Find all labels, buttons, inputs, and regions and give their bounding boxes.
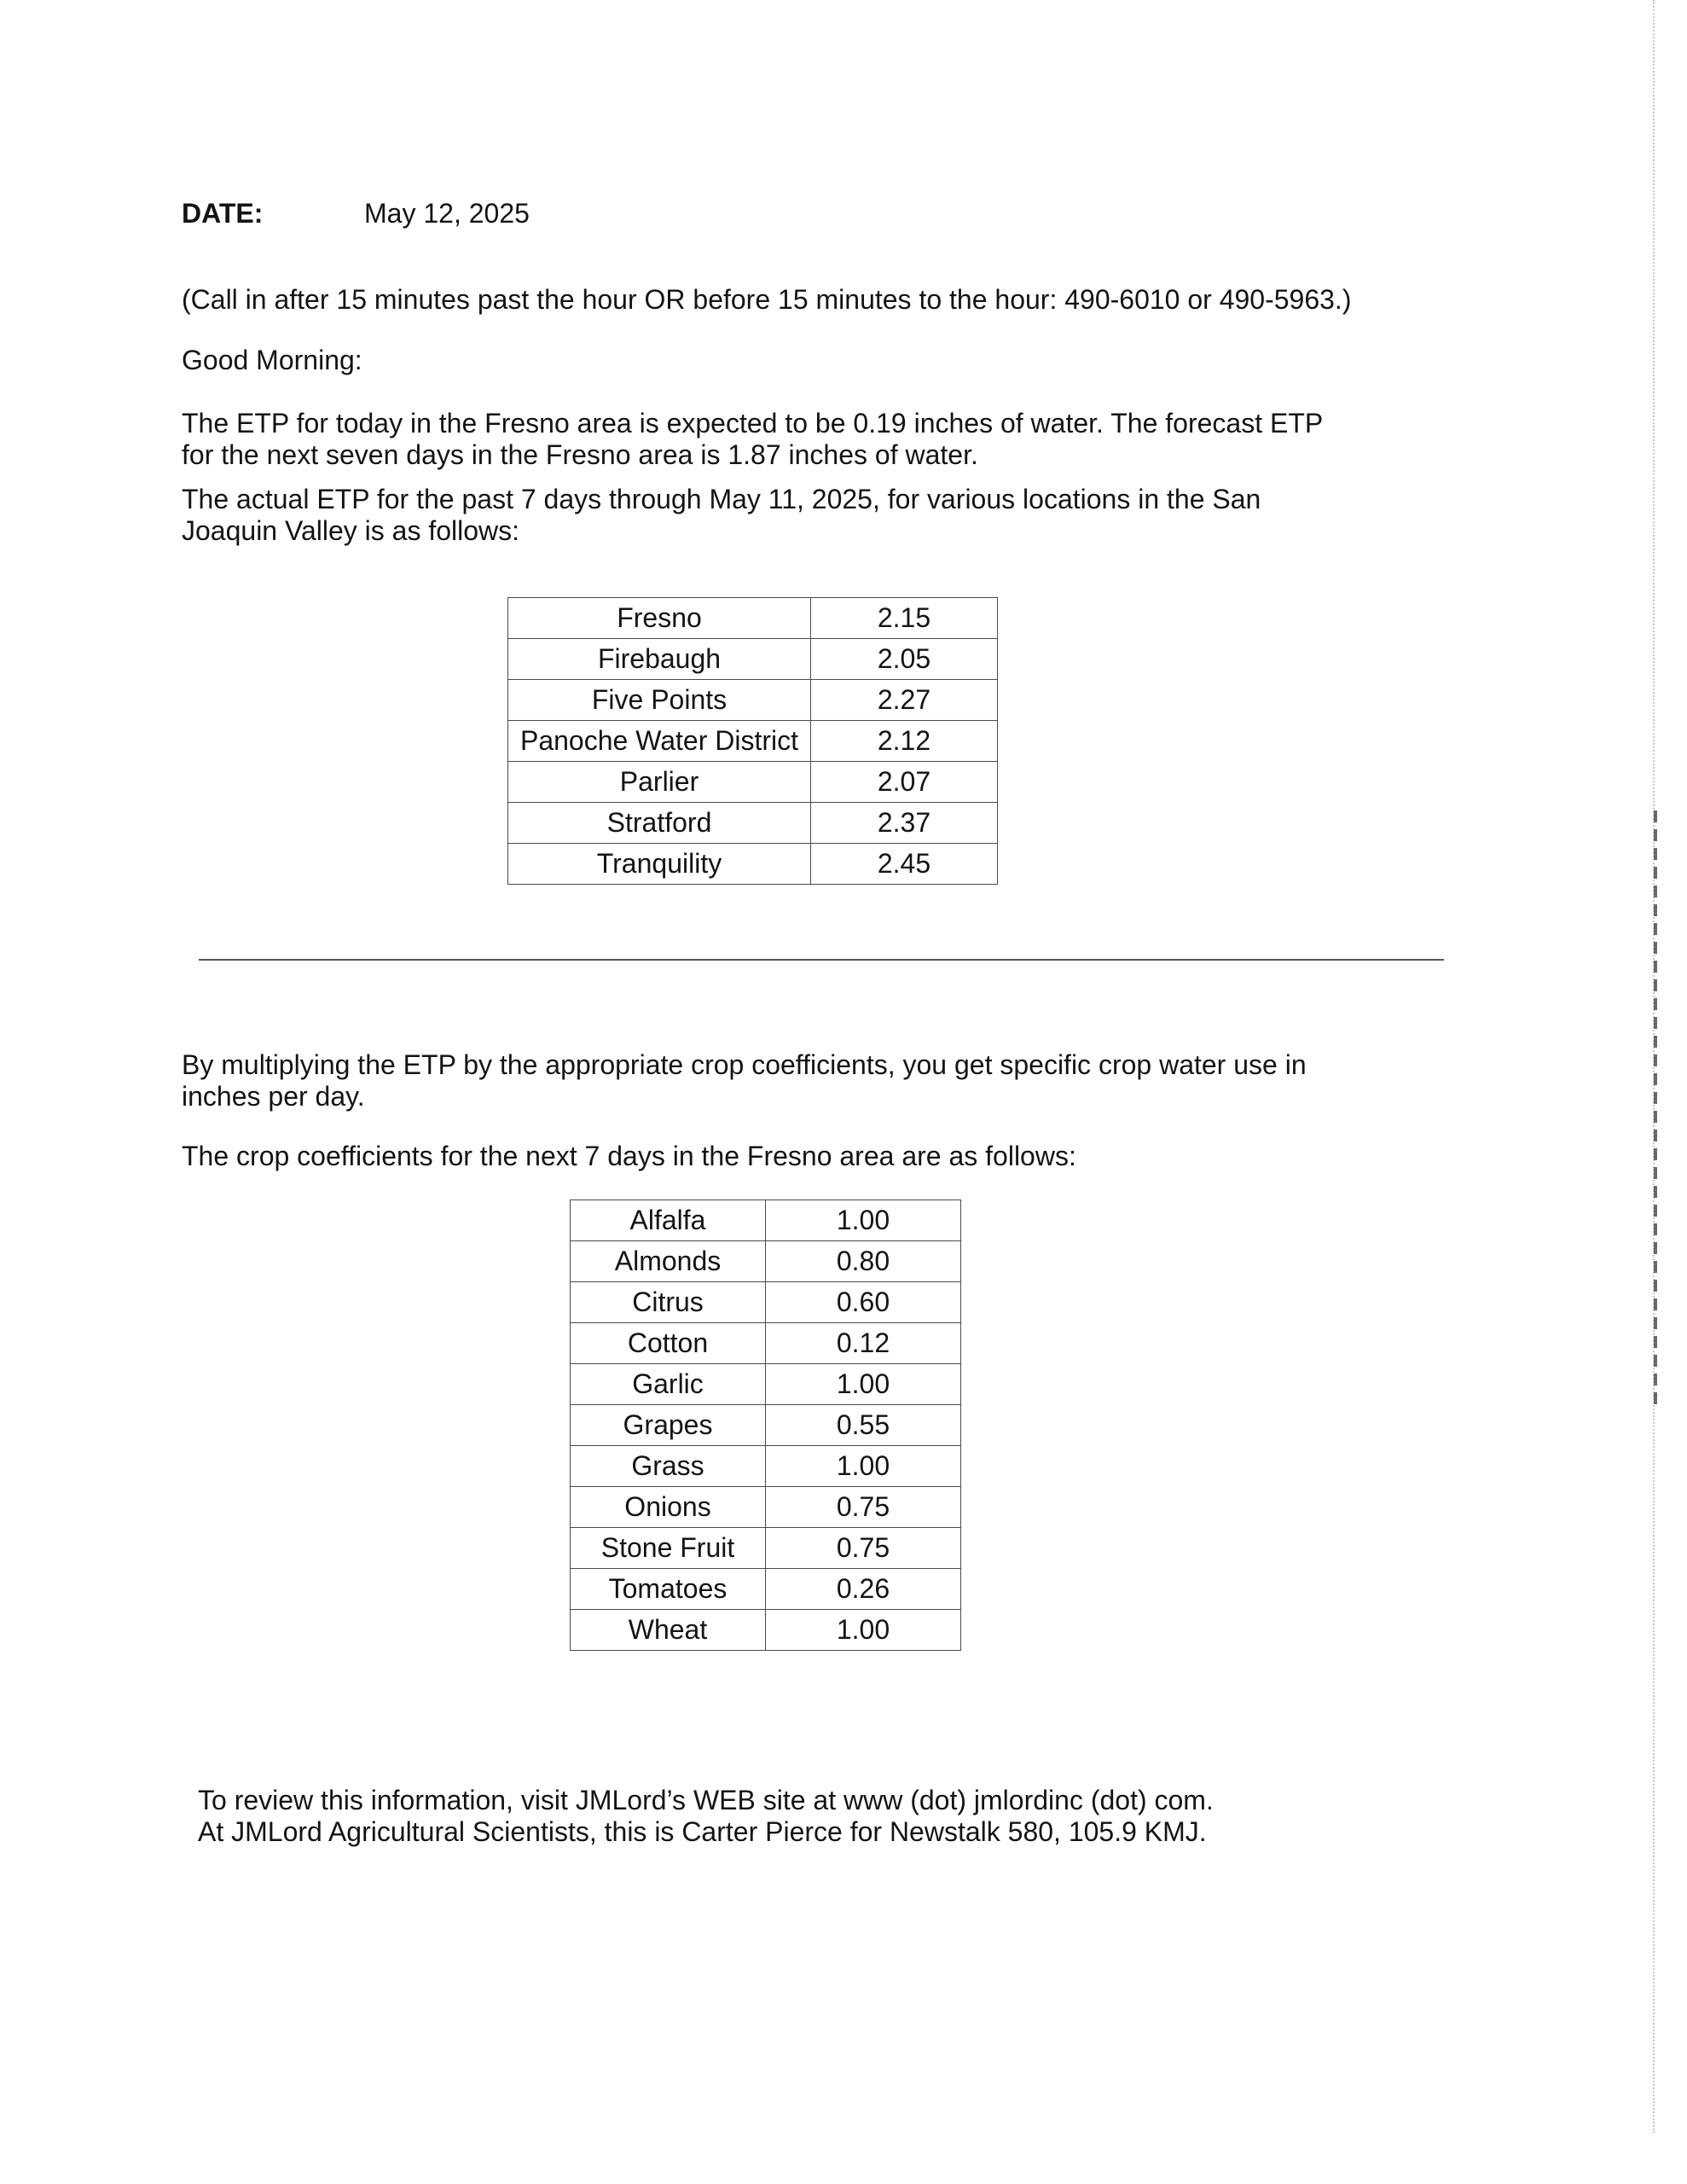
table-row xyxy=(571,1446,961,1487)
etp-value-cell: 2.05 xyxy=(811,639,998,680)
coefficient-cell: 1.00 xyxy=(766,1200,961,1241)
location-cell: Parlier xyxy=(508,762,811,803)
footer-signoff-line: At JMLord Agricultural Scientists, this is Carter Pierce for Newstalk 580, 105.9 KMJ. xyxy=(198,1816,1207,1847)
coefficient-cell: 0.12 xyxy=(766,1323,961,1364)
date-value: May 12, 2025 xyxy=(364,198,530,229)
date-label: DATE: xyxy=(182,198,264,229)
crop-cell: Onions xyxy=(571,1487,766,1528)
location-cell: Five Points xyxy=(508,680,811,721)
table-row xyxy=(571,1569,961,1610)
location-cell: Fresno xyxy=(508,598,811,639)
forecast-line-2: for the next seven days in the Fresno area is 1.87 inches of water. xyxy=(182,439,978,470)
forecast-line-1: The ETP for today in the Fresno area is expected to be 0.19 inches of water. The forecast ETP xyxy=(182,408,1324,439)
actual-etp-line-1: The actual ETP for the past 7 days through May 11, 2025, for various locations in the San xyxy=(182,484,1261,514)
crop-cell: Stone Fruit xyxy=(571,1528,766,1569)
coefficient-cell: 1.00 xyxy=(766,1364,961,1405)
location-cell: Firebaugh xyxy=(508,639,811,680)
section-divider xyxy=(199,959,1444,961)
table-row xyxy=(571,1200,961,1241)
crop-cell: Garlic xyxy=(571,1364,766,1405)
coefficient-heading: The crop coefficients for the next 7 days in the Fresno area are as follows: xyxy=(182,1141,1076,1171)
call-in-note: (Call in after 15 minutes past the hour OR before 15 minutes to the hour: 490-6010 or 490-5963.) xyxy=(182,284,1352,315)
coefficient-intro-line-1: By multiplying the ETP by the appropriate crop coefficients, you get specific crop water use in xyxy=(182,1049,1307,1080)
crop-cell: Grapes xyxy=(571,1405,766,1446)
table-row xyxy=(508,721,998,762)
table-row xyxy=(571,1405,961,1446)
crop-cell: Tomatoes xyxy=(571,1569,766,1610)
etp-value-cell: 2.07 xyxy=(811,762,998,803)
coefficient-cell: 1.00 xyxy=(766,1446,961,1487)
table-row xyxy=(571,1528,961,1569)
location-cell: Tranquility xyxy=(508,844,811,885)
crop-coefficients-table xyxy=(570,1199,961,1651)
table-row xyxy=(508,598,998,639)
table-row xyxy=(571,1487,961,1528)
table-row xyxy=(508,680,998,721)
table-row xyxy=(571,1282,961,1323)
etp-locations-table xyxy=(507,597,998,885)
etp-value-cell: 2.45 xyxy=(811,844,998,885)
crop-cell: Grass xyxy=(571,1446,766,1487)
etp-value-cell: 2.15 xyxy=(811,598,998,639)
table-row xyxy=(571,1364,961,1405)
coefficient-cell: 0.60 xyxy=(766,1282,961,1323)
coefficient-intro-line-2: inches per day. xyxy=(182,1081,365,1112)
coefficient-cell: 0.55 xyxy=(766,1405,961,1446)
coefficient-cell: 0.80 xyxy=(766,1241,961,1282)
coefficient-cell: 0.75 xyxy=(766,1528,961,1569)
table-row xyxy=(571,1241,961,1282)
etp-value-cell: 2.12 xyxy=(811,721,998,762)
actual-etp-line-2: Joaquin Valley is as follows: xyxy=(182,515,520,546)
etp-value-cell: 2.37 xyxy=(811,803,998,844)
coefficient-cell: 0.75 xyxy=(766,1487,961,1528)
table-row xyxy=(508,762,998,803)
crop-cell: Citrus xyxy=(571,1282,766,1323)
greeting: Good Morning: xyxy=(182,345,362,375)
coefficient-cell: 1.00 xyxy=(766,1610,961,1651)
location-cell: Panoche Water District xyxy=(508,721,811,762)
coefficient-cell: 0.26 xyxy=(766,1569,961,1610)
etp-value-cell: 2.27 xyxy=(811,680,998,721)
table-row xyxy=(508,639,998,680)
crop-cell: Wheat xyxy=(571,1610,766,1651)
table-row xyxy=(508,803,998,844)
crop-cell: Cotton xyxy=(571,1323,766,1364)
crop-cell: Alfalfa xyxy=(571,1200,766,1241)
table-row xyxy=(571,1610,961,1651)
scan-edge-shadow xyxy=(1654,810,1657,1408)
table-row xyxy=(571,1323,961,1364)
location-cell: Stratford xyxy=(508,803,811,844)
table-row xyxy=(508,844,998,885)
footer-website-line: To review this information, visit JMLord’s WEB site at www (dot) jmlordinc (dot) com. xyxy=(198,1785,1214,1815)
crop-cell: Almonds xyxy=(571,1241,766,1282)
